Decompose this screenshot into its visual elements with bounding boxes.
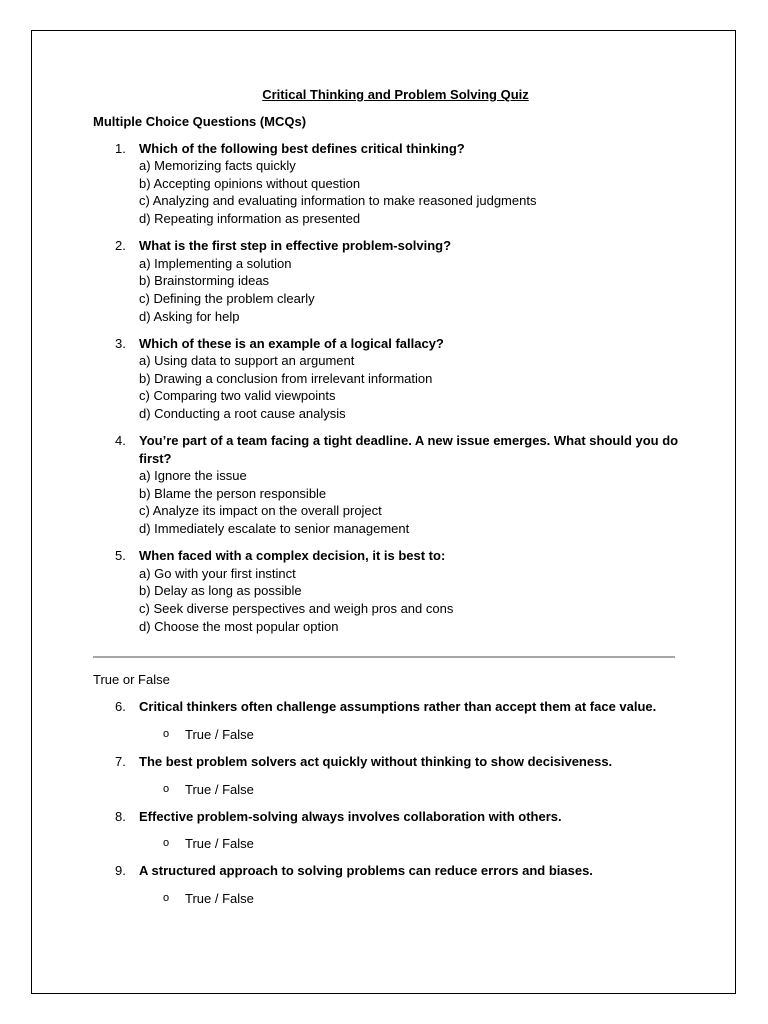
tf-answer-line — [93, 890, 683, 908]
question-number: 7. — [115, 753, 126, 769]
document-content — [93, 86, 683, 907]
tf-answer-text: True / False — [185, 781, 254, 797]
question-number: 8. — [115, 808, 126, 824]
answer-option: c) Defining the problem clearly — [139, 290, 315, 306]
question-number: 4. — [115, 433, 126, 449]
answer-option: a) Go with your first instinct — [139, 565, 296, 581]
answer-option: a) Using data to support an argument — [139, 353, 355, 369]
answer-option: a) Memorizing facts quickly — [139, 158, 296, 174]
answer-option: c) Analyzing and evaluating information to make reasoned judgments — [139, 193, 537, 209]
question-number: 3. — [115, 335, 126, 351]
mcq-item — [93, 335, 683, 423]
answer-option: a) Ignore the issue — [139, 468, 247, 484]
bullet-icon: o — [163, 837, 170, 850]
bullet-icon: o — [163, 782, 170, 795]
tf-answer-line — [93, 835, 683, 853]
answer-option: a) Implementing a solution — [139, 255, 292, 271]
tf-item — [93, 808, 683, 826]
question-text: A structured approach to solving problems can reduce errors and biases. — [139, 863, 593, 879]
tf-item — [93, 698, 683, 716]
answer-option: d) Choose the most popular option — [139, 618, 339, 634]
tf-answer-text: True / False — [185, 836, 254, 852]
bullet-icon: o — [163, 891, 170, 904]
question-text: Critical thinkers often challenge assumptions rather than accept them at face value. — [139, 699, 657, 715]
tf-answer-line — [93, 726, 683, 744]
question-text: The best problem solvers act quickly without thinking to show decisiveness. — [139, 753, 613, 769]
tf-item — [93, 753, 683, 771]
mcq-list — [93, 140, 683, 635]
question-number: 6. — [115, 699, 126, 715]
answer-option: d) Repeating information as presented — [139, 211, 361, 227]
answer-option: b) Brainstorming ideas — [139, 273, 270, 289]
document-title: Critical Thinking and Problem Solving Quiz — [262, 87, 529, 102]
section-divider — [93, 656, 675, 658]
mcq-item — [93, 237, 683, 325]
tf-item — [93, 862, 683, 880]
question-text: You’re part of a team facing a tight deadline. A new issue emerges. What should you do first? — [139, 433, 679, 466]
mcq-item — [93, 432, 683, 538]
answer-option: d) Asking for help — [139, 308, 240, 324]
answer-option: c) Seek diverse perspectives and weigh pros and cons — [139, 600, 454, 616]
question-text: When faced with a complex decision, it is best to: — [139, 548, 446, 564]
tf-heading: True or False — [93, 672, 170, 688]
tf-answer-text: True / False — [185, 726, 254, 742]
answer-option: d) Conducting a root cause analysis — [139, 406, 346, 421]
answer-option: c) Comparing two valid viewpoints — [139, 388, 336, 404]
question-text: Which of these is an example of a logical fallacy? — [139, 335, 444, 351]
question-text: Effective problem-solving always involves collaboration with others. — [139, 808, 562, 824]
question-text: What is the first step in effective problem-solving? — [139, 238, 452, 254]
answer-option: b) Blame the person responsible — [139, 485, 327, 501]
question-text: Which of the following best defines critical thinking? — [139, 140, 465, 156]
question-number: 9. — [115, 863, 126, 879]
answer-option: b) Accepting opinions without question — [139, 175, 361, 191]
answer-option: b) Delay as long as possible — [139, 583, 302, 599]
bullet-icon: o — [163, 727, 170, 740]
answer-option: b) Drawing a conclusion from irrelevant information — [139, 370, 433, 386]
answer-option: c) Analyze its impact on the overall project — [139, 503, 382, 519]
tf-answer-line — [93, 781, 683, 799]
question-number: 1. — [115, 140, 126, 156]
mcq-item — [93, 140, 683, 228]
mcq-heading: Multiple Choice Questions (MCQs) — [93, 113, 307, 129]
tf-list — [93, 698, 683, 907]
mcq-item — [93, 547, 683, 635]
question-number: 5. — [115, 548, 126, 564]
answer-option: d) Immediately escalate to senior management — [139, 521, 410, 537]
tf-answer-text: True / False — [185, 890, 254, 906]
question-number: 2. — [115, 238, 126, 254]
